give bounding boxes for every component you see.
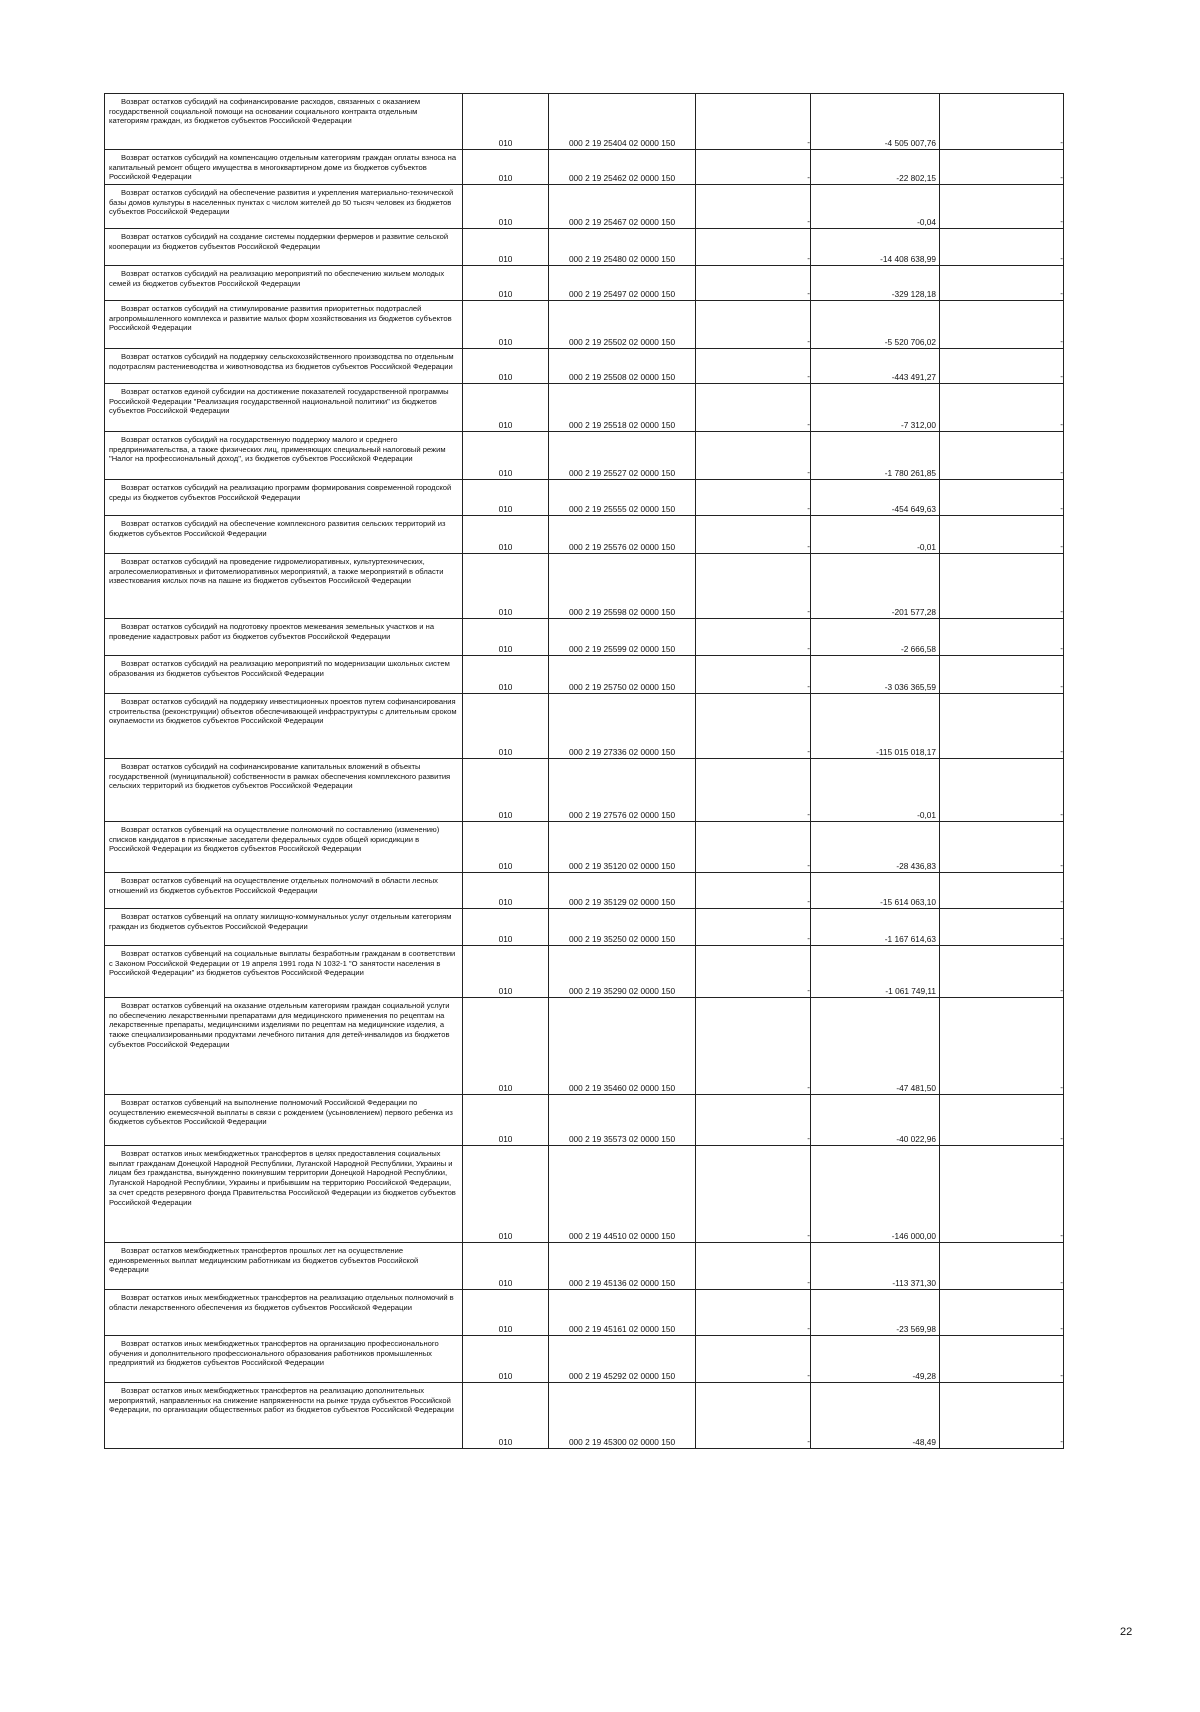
row-description: Возврат остатков иных межбюджетных трансфертов на реализацию отдельных полномочий в области лекарственного обеспечения из бюджетов субъектов Российской Федерации xyxy=(109,1293,456,1312)
row-admin-code: 010 xyxy=(463,946,549,998)
row-description-cell xyxy=(105,1146,463,1243)
row-admin-code: 010 xyxy=(463,94,549,150)
row-description: Возврат остатков субвенций на осуществление полномочий по составлению (изменению) списков кандидатов в присяжные заседатели федеральных судов общей юрисдикции в Российской Федерации из бюджетов субъектов Российской Федерации xyxy=(109,825,442,854)
row-admin-code: 010 xyxy=(463,432,549,480)
row-admin-code: 010 xyxy=(463,1383,549,1449)
row-empty-cell-2 xyxy=(940,480,1064,516)
row-admin-code: 010 xyxy=(463,554,549,619)
budget-table xyxy=(104,93,1064,1449)
row-empty-cell-2 xyxy=(940,229,1064,266)
row-empty-cell-2 xyxy=(940,1095,1064,1146)
row-description: Возврат остатков иных межбюджетных трансфертов в целях предоставления социальных выплат гражданам Донецкой Народной Республики, Луганской Народной Республики, Украины и лицам без гражданства, вынужденно покинувшим территории Донецкой Народной Республики, Луганской Народной Республики, Украины и прибывшим на территорию Российской Федерации, за счет средств резервного фонда Правительства Российской Федерации из бюджетов субъектов Российской Федерации xyxy=(109,1149,458,1207)
row-admin-code: 010 xyxy=(463,1095,549,1146)
row-empty-cell-2 xyxy=(940,301,1064,349)
row-description-cell xyxy=(105,94,463,150)
row-dash-1: - xyxy=(807,541,810,551)
row-empty-cell-1 xyxy=(696,554,811,619)
row-dash-1: - xyxy=(807,1277,810,1287)
row-dash-1: - xyxy=(807,467,810,477)
row-description-cell xyxy=(105,619,463,656)
table-row xyxy=(105,694,1064,759)
row-admin-code: 010 xyxy=(463,384,549,432)
table-row xyxy=(105,384,1064,432)
row-amount: -49,28 xyxy=(811,1336,940,1383)
row-empty-cell-1 xyxy=(696,1336,811,1383)
row-amount: -40 022,96 xyxy=(811,1095,940,1146)
row-dash-2: - xyxy=(1060,371,1063,381)
row-description: Возврат остатков межбюджетных трансфертов прошлых лет на осуществление единовременных выплат медицинским работникам из бюджетов субъектов Российской Федерации xyxy=(109,1246,421,1275)
row-description-cell xyxy=(105,656,463,694)
row-dash-1: - xyxy=(807,1082,810,1092)
row-dash-2: - xyxy=(1060,1133,1063,1143)
row-empty-cell-2 xyxy=(940,694,1064,759)
row-description: Возврат остатков субсидий на поддержку инвестиционных проектов путем софинансирования строительства (реконструкции) объектов обеспечивающей инфраструктуры с длительным сроком окупаемости из бюджетов субъектов Российской Федерации xyxy=(109,697,459,726)
row-description-cell xyxy=(105,909,463,946)
row-empty-cell-1 xyxy=(696,480,811,516)
row-description-cell xyxy=(105,998,463,1095)
row-amount: -5 520 706,02 xyxy=(811,301,940,349)
table-row xyxy=(105,516,1064,554)
row-empty-cell-2 xyxy=(940,554,1064,619)
row-empty-cell-1 xyxy=(696,822,811,873)
row-budget-code: 000 2 19 25576 02 0000 150 xyxy=(549,516,696,554)
row-amount: -2 666,58 xyxy=(811,619,940,656)
row-dash-2: - xyxy=(1060,137,1063,147)
row-budget-code: 000 2 19 25599 02 0000 150 xyxy=(549,619,696,656)
row-description: Возврат остатков субвенций на оплату жилищно-коммунальных услуг отдельным категориям граждан из бюджетов субъектов Российской Федерации xyxy=(109,912,454,931)
row-dash-1: - xyxy=(807,746,810,756)
row-empty-cell-1 xyxy=(696,619,811,656)
row-dash-1: - xyxy=(807,371,810,381)
row-empty-cell-2 xyxy=(940,1383,1064,1449)
row-empty-cell-1 xyxy=(696,1146,811,1243)
table-row xyxy=(105,822,1064,873)
row-dash-2: - xyxy=(1060,933,1063,943)
row-empty-cell-1 xyxy=(696,1243,811,1290)
row-admin-code: 010 xyxy=(463,909,549,946)
row-budget-code: 000 2 19 25518 02 0000 150 xyxy=(549,384,696,432)
row-dash-1: - xyxy=(807,643,810,653)
row-dash-2: - xyxy=(1060,541,1063,551)
row-dash-1: - xyxy=(807,606,810,616)
row-description: Возврат остатков субвенций на оказание отдельным категориям граждан социальной услуги по обеспечению лекарственными препаратами для медицинского применения по рецептам на лекарственные препараты, медицинскими изделиями по рецептам на медицинские изделия, а также специализированными продуктами лечебного питания для детей-инвалидов из бюджетов субъектов Российской Федерации xyxy=(109,1001,452,1049)
row-description-cell xyxy=(105,349,463,384)
row-dash-2: - xyxy=(1060,1082,1063,1092)
table-row xyxy=(105,909,1064,946)
row-description-cell xyxy=(105,480,463,516)
row-description: Возврат остатков субсидий на подготовку проектов межевания земельных участков и на проведение кадастровых работ из бюджетов субъектов Российской Федерации xyxy=(109,622,437,641)
page-number: 22 xyxy=(1120,1626,1133,1638)
table-row xyxy=(105,1146,1064,1243)
table-row xyxy=(105,619,1064,656)
row-dash-1: - xyxy=(807,503,810,513)
row-budget-code: 000 2 19 27576 02 0000 150 xyxy=(549,759,696,822)
table-row xyxy=(105,94,1064,150)
row-description: Возврат остатков субсидий на реализацию мероприятий по обеспечению жильем молодых семей из бюджетов субъектов Российской Федерации xyxy=(109,269,447,288)
row-description-cell xyxy=(105,873,463,909)
row-budget-code: 000 2 19 35460 02 0000 150 xyxy=(549,998,696,1095)
table-row xyxy=(105,349,1064,384)
row-empty-cell-1 xyxy=(696,301,811,349)
row-admin-code: 010 xyxy=(463,822,549,873)
row-empty-cell-2 xyxy=(940,909,1064,946)
row-description: Возврат остатков субвенций на выполнение полномочий Российской Федерации по осуществлению ежемесячной выплаты в связи с рождением (усыновлением) первого ребенка из бюджетов субъектов Российской Федерации xyxy=(109,1098,456,1127)
row-admin-code: 010 xyxy=(463,150,549,185)
row-empty-cell-1 xyxy=(696,516,811,554)
row-dash-2: - xyxy=(1060,419,1063,429)
row-description-cell xyxy=(105,694,463,759)
row-dash-1: - xyxy=(807,1133,810,1143)
row-empty-cell-2 xyxy=(940,1290,1064,1336)
row-empty-cell-1 xyxy=(696,1095,811,1146)
row-budget-code: 000 2 19 25598 02 0000 150 xyxy=(549,554,696,619)
row-dash-2: - xyxy=(1060,503,1063,513)
row-amount: -23 569,98 xyxy=(811,1290,940,1336)
row-amount: -28 436,83 xyxy=(811,822,940,873)
row-dash-2: - xyxy=(1060,896,1063,906)
row-empty-cell-2 xyxy=(940,94,1064,150)
table-row xyxy=(105,1095,1064,1146)
row-dash-1: - xyxy=(807,896,810,906)
row-empty-cell-1 xyxy=(696,759,811,822)
table-row xyxy=(105,150,1064,185)
row-admin-code: 010 xyxy=(463,516,549,554)
row-admin-code: 010 xyxy=(463,349,549,384)
row-description-cell xyxy=(105,266,463,301)
row-dash-2: - xyxy=(1060,336,1063,346)
table-row xyxy=(105,301,1064,349)
row-dash-2: - xyxy=(1060,1370,1063,1380)
row-empty-cell-1 xyxy=(696,384,811,432)
table-row xyxy=(105,656,1064,694)
row-amount: -146 000,00 xyxy=(811,1146,940,1243)
row-description-cell xyxy=(105,554,463,619)
row-budget-code: 000 2 19 25527 02 0000 150 xyxy=(549,432,696,480)
row-description-cell xyxy=(105,1383,463,1449)
row-dash-2: - xyxy=(1060,1277,1063,1287)
row-description: Возврат остатков субсидий на обеспечение комплексного развития сельских территорий из бюджетов субъектов Российской Федерации xyxy=(109,519,448,538)
row-description-cell xyxy=(105,432,463,480)
table-row xyxy=(105,873,1064,909)
row-budget-code: 000 2 19 25467 02 0000 150 xyxy=(549,185,696,229)
row-dash-1: - xyxy=(807,253,810,263)
row-description: Возврат остатков субвенций на осуществление отдельных полномочий в области лесных отношений из бюджетов субъектов Российской Федерации xyxy=(109,876,441,895)
row-dash-1: - xyxy=(807,1323,810,1333)
table-row xyxy=(105,432,1064,480)
row-amount: -3 036 365,59 xyxy=(811,656,940,694)
row-empty-cell-2 xyxy=(940,1243,1064,1290)
row-description: Возврат остатков субсидий на создание системы поддержки фермеров и развитие сельской кооперации из бюджетов субъектов Российской Федерации xyxy=(109,232,451,251)
row-budget-code: 000 2 19 45292 02 0000 150 xyxy=(549,1336,696,1383)
row-dash-1: - xyxy=(807,860,810,870)
row-description-cell xyxy=(105,1336,463,1383)
row-description-cell xyxy=(105,185,463,229)
row-description-cell xyxy=(105,1290,463,1336)
row-dash-2: - xyxy=(1060,860,1063,870)
row-description-cell xyxy=(105,1243,463,1290)
row-budget-code: 000 2 19 45300 02 0000 150 xyxy=(549,1383,696,1449)
row-description: Возврат остатков иных межбюджетных трансфертов на реализацию дополнительных мероприятий, направленных на снижение напряженности на рынке труда субъектов Российской Федерации, по организации общественных работ из бюджетов субъектов Российской Федерации xyxy=(109,1386,454,1415)
row-dash-1: - xyxy=(807,1370,810,1380)
row-dash-1: - xyxy=(807,933,810,943)
row-budget-code: 000 2 19 25750 02 0000 150 xyxy=(549,656,696,694)
row-amount: -4 505 007,76 xyxy=(811,94,940,150)
row-empty-cell-1 xyxy=(696,909,811,946)
row-empty-cell-1 xyxy=(696,185,811,229)
row-dash-2: - xyxy=(1060,643,1063,653)
row-admin-code: 010 xyxy=(463,185,549,229)
table-row xyxy=(105,946,1064,998)
row-budget-code: 000 2 19 27336 02 0000 150 xyxy=(549,694,696,759)
row-description-cell xyxy=(105,1095,463,1146)
row-admin-code: 010 xyxy=(463,873,549,909)
row-empty-cell-1 xyxy=(696,1290,811,1336)
row-amount: -47 481,50 xyxy=(811,998,940,1095)
row-budget-code: 000 2 19 25502 02 0000 150 xyxy=(549,301,696,349)
row-description-cell xyxy=(105,301,463,349)
row-description: Возврат остатков субсидий на реализацию мероприятий по модернизации школьных систем образования из бюджетов субъектов Российской Федерации xyxy=(109,659,452,678)
row-dash-2: - xyxy=(1060,288,1063,298)
row-budget-code: 000 2 19 25480 02 0000 150 xyxy=(549,229,696,266)
row-dash-1: - xyxy=(807,809,810,819)
row-amount: -0,04 xyxy=(811,185,940,229)
table-row xyxy=(105,998,1064,1095)
row-empty-cell-1 xyxy=(696,432,811,480)
row-description: Возврат остатков субсидий на обеспечение развития и укрепления материально-технической базы домов культуры в населенных пунктах с числом жителей до 50 тысяч человек из бюджетов субъектов Российской Федерации xyxy=(109,188,456,217)
row-empty-cell-1 xyxy=(696,349,811,384)
row-description-cell xyxy=(105,229,463,266)
row-dash-2: - xyxy=(1060,985,1063,995)
table-row xyxy=(105,759,1064,822)
row-empty-cell-2 xyxy=(940,759,1064,822)
row-description: Возврат остатков субсидий на софинансирование расходов, связанных с оказанием государственной социальной помощи на основании социального контракта отдельным категориям граждан, из бюджетов субъектов Российской Федерации xyxy=(109,97,423,126)
row-description: Возврат остатков субсидий на поддержку сельскохозяйственного производства по отдельным подотраслям растениеводства и животноводства из бюджетов субъектов Российской Федерации xyxy=(109,352,456,371)
row-amount: -113 371,30 xyxy=(811,1243,940,1290)
row-empty-cell-2 xyxy=(940,1146,1064,1243)
row-admin-code: 010 xyxy=(463,619,549,656)
table-row xyxy=(105,1290,1064,1336)
row-description: Возврат остатков единой субсидии на достижение показателей государственной программы Российской Федерации "Реализация государственной национальной политики" из бюджетов субъектов Российской Федерации xyxy=(109,387,451,416)
budget-table-body xyxy=(105,94,1064,1449)
row-amount: -115 015 018,17 xyxy=(811,694,940,759)
row-amount: -22 802,15 xyxy=(811,150,940,185)
row-dash-1: - xyxy=(807,172,810,182)
row-empty-cell-2 xyxy=(940,516,1064,554)
row-budget-code: 000 2 19 35129 02 0000 150 xyxy=(549,873,696,909)
row-description: Возврат остатков субсидий на компенсацию отдельным категориям граждан оплаты взноса на капитальный ремонт общего имущества в многоквартирном доме из бюджетов субъектов Российской Федерации xyxy=(109,153,459,182)
row-empty-cell-2 xyxy=(940,432,1064,480)
row-empty-cell-2 xyxy=(940,822,1064,873)
row-budget-code: 000 2 19 35120 02 0000 150 xyxy=(549,822,696,873)
table-row xyxy=(105,554,1064,619)
row-amount: -0,01 xyxy=(811,759,940,822)
row-description: Возврат остатков субсидий на софинансирование капитальных вложений в объекты государственной (муниципальной) собственности в рамках обеспечения комплексного развития сельских территорий из бюджетов субъектов Российской Федерации xyxy=(109,762,453,791)
row-empty-cell-2 xyxy=(940,1336,1064,1383)
row-admin-code: 010 xyxy=(463,1290,549,1336)
row-dash-2: - xyxy=(1060,606,1063,616)
row-amount: -329 128,18 xyxy=(811,266,940,301)
row-empty-cell-1 xyxy=(696,150,811,185)
row-empty-cell-1 xyxy=(696,946,811,998)
row-dash-1: - xyxy=(807,137,810,147)
row-description-cell xyxy=(105,516,463,554)
row-budget-code: 000 2 19 45136 02 0000 150 xyxy=(549,1243,696,1290)
row-dash-1: - xyxy=(807,336,810,346)
row-description: Возврат остатков субсидий на стимулирование развития приоритетных подотраслей агропромышленного комплекса и развитие малых форм хозяйствования из бюджетов субъектов Российской Федерации xyxy=(109,304,454,333)
row-empty-cell-2 xyxy=(940,266,1064,301)
row-description: Возврат остатков субвенций на социальные выплаты безработным гражданам в соответствии с Законом Российской Федерации от 19 апреля 1991 года N 1032-1 "О занятости населения в Российской Федерации" из бюджетов субъектов Российской Федерации xyxy=(109,949,458,978)
row-empty-cell-2 xyxy=(940,946,1064,998)
row-amount: -48,49 xyxy=(811,1383,940,1449)
row-empty-cell-2 xyxy=(940,384,1064,432)
table-row xyxy=(105,266,1064,301)
row-description-cell xyxy=(105,759,463,822)
row-dash-2: - xyxy=(1060,467,1063,477)
row-empty-cell-1 xyxy=(696,1383,811,1449)
row-admin-code: 010 xyxy=(463,229,549,266)
row-dash-1: - xyxy=(807,288,810,298)
row-dash-2: - xyxy=(1060,172,1063,182)
row-description: Возврат остатков субсидий на реализацию программ формирования современной городской среды из бюджетов субъектов Российской Федерации xyxy=(109,483,454,502)
table-row xyxy=(105,185,1064,229)
row-dash-2: - xyxy=(1060,1323,1063,1333)
row-dash-1: - xyxy=(807,985,810,995)
row-budget-code: 000 2 19 25497 02 0000 150 xyxy=(549,266,696,301)
row-dash-2: - xyxy=(1060,681,1063,691)
row-empty-cell-2 xyxy=(940,656,1064,694)
row-budget-code: 000 2 19 25404 02 0000 150 xyxy=(549,94,696,150)
row-description-cell xyxy=(105,150,463,185)
row-empty-cell-1 xyxy=(696,656,811,694)
table-row xyxy=(105,480,1064,516)
row-budget-code: 000 2 19 35250 02 0000 150 xyxy=(549,909,696,946)
row-dash-2: - xyxy=(1060,1436,1063,1446)
table-row xyxy=(105,229,1064,266)
row-admin-code: 010 xyxy=(463,998,549,1095)
row-amount: -14 408 638,99 xyxy=(811,229,940,266)
row-admin-code: 010 xyxy=(463,1146,549,1243)
row-empty-cell-1 xyxy=(696,873,811,909)
row-budget-code: 000 2 19 25508 02 0000 150 xyxy=(549,349,696,384)
row-empty-cell-2 xyxy=(940,349,1064,384)
row-amount: -454 649,63 xyxy=(811,480,940,516)
row-admin-code: 010 xyxy=(463,266,549,301)
row-admin-code: 010 xyxy=(463,1243,549,1290)
row-amount: -0,01 xyxy=(811,516,940,554)
row-amount: -7 312,00 xyxy=(811,384,940,432)
row-empty-cell-2 xyxy=(940,998,1064,1095)
table-row xyxy=(105,1336,1064,1383)
row-description: Возврат остатков иных межбюджетных трансфертов на организацию профессионального обучения и дополнительного профессионального образования работников промышленных предприятий из бюджетов субъектов Российской Федерации xyxy=(109,1339,441,1368)
row-amount: -1 780 261,85 xyxy=(811,432,940,480)
row-empty-cell-1 xyxy=(696,229,811,266)
row-budget-code: 000 2 19 25462 02 0000 150 xyxy=(549,150,696,185)
row-admin-code: 010 xyxy=(463,759,549,822)
row-empty-cell-2 xyxy=(940,150,1064,185)
row-empty-cell-1 xyxy=(696,94,811,150)
row-description-cell xyxy=(105,822,463,873)
row-amount: -15 614 063,10 xyxy=(811,873,940,909)
row-dash-1: - xyxy=(807,681,810,691)
row-amount: -1 167 614,63 xyxy=(811,909,940,946)
row-admin-code: 010 xyxy=(463,480,549,516)
row-empty-cell-1 xyxy=(696,998,811,1095)
row-budget-code: 000 2 19 44510 02 0000 150 xyxy=(549,1146,696,1243)
row-amount: -201 577,28 xyxy=(811,554,940,619)
row-description: Возврат остатков субсидий на государственную поддержку малого и среднего предпринимательства, а также физических лиц, применяющих специальный налоговый режим "Налог на профессиональный доход", из бюджетов субъектов Российской Федерации xyxy=(109,435,448,464)
table-row xyxy=(105,1243,1064,1290)
row-admin-code: 010 xyxy=(463,301,549,349)
row-description: Возврат остатков субсидий на проведение гидромелиоративных, культуртехнических, агролесомелиоративных и фитомелиоративных мероприятий, а также мероприятий в области известкования кислых почв на пашне из бюджетов субъектов Российской Федерации xyxy=(109,557,446,586)
row-empty-cell-1 xyxy=(696,266,811,301)
row-empty-cell-2 xyxy=(940,873,1064,909)
row-dash-2: - xyxy=(1060,746,1063,756)
row-description-cell xyxy=(105,946,463,998)
row-dash-1: - xyxy=(807,419,810,429)
row-description-cell xyxy=(105,384,463,432)
row-admin-code: 010 xyxy=(463,694,549,759)
row-amount: -1 061 749,11 xyxy=(811,946,940,998)
row-empty-cell-2 xyxy=(940,619,1064,656)
row-admin-code: 010 xyxy=(463,656,549,694)
row-budget-code: 000 2 19 25555 02 0000 150 xyxy=(549,480,696,516)
row-dash-2: - xyxy=(1060,809,1063,819)
row-dash-2: - xyxy=(1060,253,1063,263)
row-amount: -443 491,27 xyxy=(811,349,940,384)
row-dash-1: - xyxy=(807,1230,810,1240)
table-row xyxy=(105,1383,1064,1449)
row-dash-2: - xyxy=(1060,216,1063,226)
row-budget-code: 000 2 19 35290 02 0000 150 xyxy=(549,946,696,998)
row-empty-cell-2 xyxy=(940,185,1064,229)
row-dash-2: - xyxy=(1060,1230,1063,1240)
row-budget-code: 000 2 19 45161 02 0000 150 xyxy=(549,1290,696,1336)
row-admin-code: 010 xyxy=(463,1336,549,1383)
row-dash-1: - xyxy=(807,1436,810,1446)
row-empty-cell-1 xyxy=(696,694,811,759)
report-sheet xyxy=(104,93,1063,1449)
row-budget-code: 000 2 19 35573 02 0000 150 xyxy=(549,1095,696,1146)
row-dash-1: - xyxy=(807,216,810,226)
